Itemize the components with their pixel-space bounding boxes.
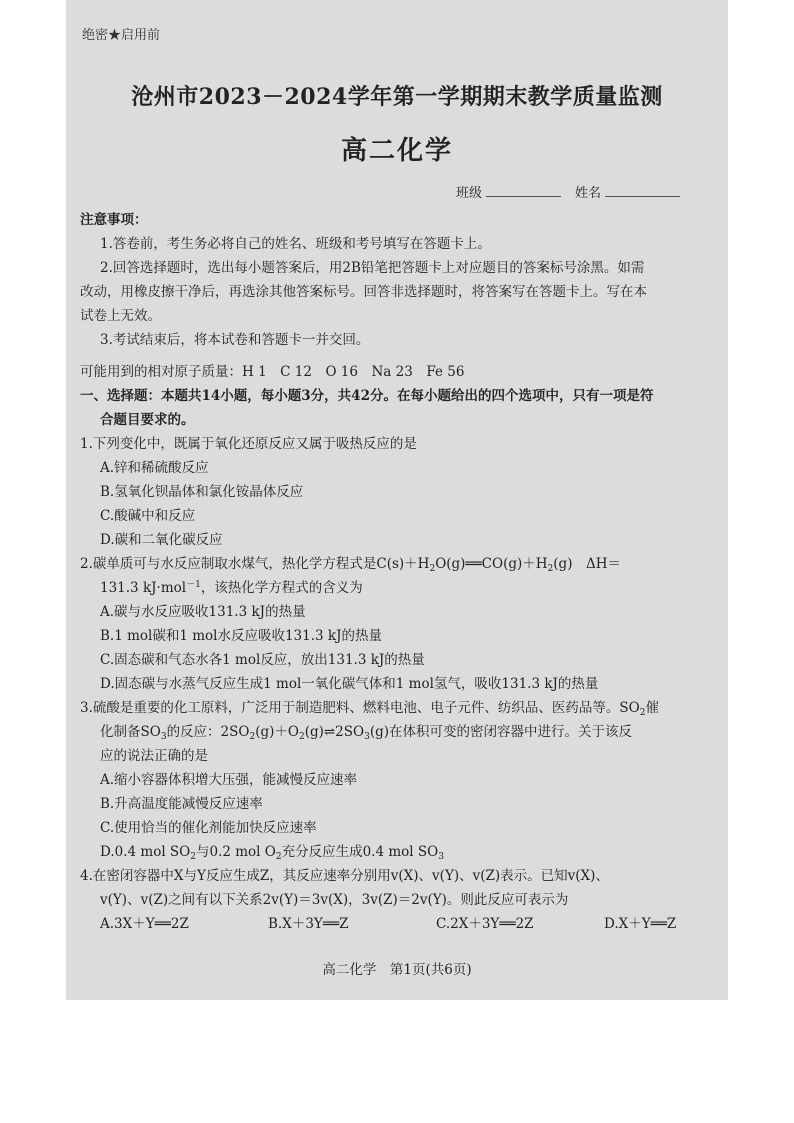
q3-stem2-part-b: 的反应：2SO (166, 724, 250, 740)
notice-item-1: 1.答卷前，考生务必将自己的姓名、班级和考号填写在答题卡上。 (100, 236, 491, 252)
q4-option-d: D.X＋Y══Z (604, 916, 677, 932)
subscript: 2 (639, 708, 646, 718)
q4-option-c: C.2X＋3Y══2Z (436, 916, 534, 932)
q3-option-d (100, 840, 444, 862)
name-label: 姓名 (575, 186, 602, 201)
subscript: 3 (160, 732, 167, 742)
section-1-line-1: 一、选择题：本题共14小题，每小题3分，共42分。在每小题给出的四个选项中，只有一项是符 (80, 388, 654, 404)
q2-stem2-part-b: ，该热化学方程式的含义为 (200, 580, 363, 596)
q3-stem-line-2 (100, 720, 632, 742)
name-blank (605, 184, 680, 197)
q2-option-d: D.固态碳与水蒸气反应生成1 mol一氧化碳气体和1 mol氢气，吸收131.3 kJ的热量 (100, 676, 599, 692)
notice-item-2-line-3: 试卷上无效。 (80, 308, 161, 324)
q3-stem2-part-c: (g)＋O (255, 724, 299, 740)
q2-stem-part-a: 2.碳单质可与水反应制取水煤气，热化学方程式是C(s)＋H (80, 556, 430, 572)
section-1-line-2: 合题目要求的。 (100, 412, 195, 428)
confidential-mark: 绝密★启用前 (82, 28, 161, 43)
q2-stem2-part-a: 131.3 kJ·mol (100, 580, 187, 596)
q2-option-a: A.碳与水反应吸收131.3 kJ的热量 (100, 604, 306, 620)
q1-option-a: A.锌和稀硫酸反应 (100, 460, 209, 476)
subscript: 2 (275, 852, 282, 862)
exam-title: 沧州市2023－2024学年第一学期期末教学质量监测 (131, 84, 663, 110)
subscript: 2 (429, 564, 436, 574)
superscript: －1 (186, 580, 201, 590)
q3-stem2-part-a: 化制备SO (100, 724, 161, 740)
subscript: 2 (547, 564, 554, 574)
q1-option-d: D.碳和二氧化碳反应 (100, 532, 223, 548)
atomic-masses: 可能用到的相对原子质量：H 1 C 12 O 16 Na 23 Fe 56 (80, 364, 465, 380)
q4-options (100, 912, 676, 932)
page-footer: 高二化学 第1页(共6页) (322, 962, 472, 978)
q2-option-c: C.固态碳和气态水各1 mol反应，放出131.3 kJ的热量 (100, 652, 425, 668)
q1-stem: 1.下列变化中，既属于氧化还原反应又属于吸热反应的是 (80, 436, 417, 452)
subscript: 3 (364, 732, 370, 742)
q3-option-b: B.升高温度能减慢反应速率 (100, 796, 263, 812)
q2-stem-line-1 (80, 552, 621, 574)
subscript: 2 (190, 852, 196, 862)
q3-option-d-part-a: D.0.4 mol SO (100, 844, 191, 860)
q3-option-a: A.缩小容器体积增大压强，能减慢反应速率 (100, 772, 358, 788)
q4-stem-line-1: 4.在密闭容器中X与Y反应生成Z，其反应速率分别用v(X)、v(Y)、v(Z)表示。已知v(X)、 (80, 868, 609, 884)
q4-stem-line-2: v(Y)、v(Z)之间有以下关系2v(Y)＝3v(X)，3v(Z)＝2v(Y)。则此反应可表示为 (100, 892, 569, 908)
q3-option-c: C.使用恰当的催化剂能加快反应速率 (100, 820, 317, 836)
subscript: 3 (438, 852, 444, 862)
q3-stem1-part-a: 3.硫酸是重要的化工原料，广泛用于制造肥料、燃料电池、电子元件、纺织品、医药品等。SO (80, 700, 640, 716)
q1-option-c: C.酸碱中和反应 (100, 508, 196, 524)
notice-item-2-line-1: 2.回答选择题时，选出每小题答案后，用2B铅笔把答题卡上对应题目的答案标号涂黑。如需 (100, 260, 645, 276)
q3-stem-line-3: 应的说法正确的是 (100, 748, 208, 764)
q2-stem-part-c: (g) ΔH＝ (553, 556, 621, 572)
q3-stem2-part-d: (g)⇌2SO (304, 724, 365, 740)
q4-option-b: B.X＋3Y══Z (268, 916, 349, 932)
q3-stem2-part-e: (g)在体积可变的密闭容器中进行。关于该反 (369, 724, 633, 740)
q3-stem1-part-b: 催 (645, 700, 659, 716)
notice-heading: 注意事项： (80, 212, 148, 228)
q3-option-d-part-b: 与0.2 mol O (195, 844, 276, 860)
notice-item-2-line-2: 改动，用橡皮擦干净后，再选涂其他答案标号。回答非选择题时，将答案写在答题卡上。写在本 (80, 284, 647, 300)
q1-option-b: B.氢氧化钡晶体和氯化铵晶体反应 (100, 484, 304, 500)
notice-item-3: 3.考试结束后，将本试卷和答题卡一并交回。 (100, 332, 370, 348)
q2-stem-part-b: O(g)══CO(g)＋H (435, 556, 548, 572)
class-label: 班级 (456, 186, 483, 201)
q2-option-b: B.1 mol碳和1 mol水反应吸收131.3 kJ的热量 (100, 628, 382, 644)
subscript: 2 (298, 732, 305, 742)
exam-page (66, 0, 728, 1000)
q3-stem-line-1 (80, 696, 659, 718)
class-blank (486, 184, 561, 197)
q3-option-d-part-c: 充分反应生成0.4 mol SO (281, 844, 439, 860)
subscript: 2 (249, 732, 256, 742)
q4-option-a: A.3X＋Y══2Z (100, 916, 189, 932)
q2-stem-line-2 (100, 576, 363, 596)
student-fields (456, 182, 694, 201)
subject-title: 高二化学 (340, 136, 453, 166)
